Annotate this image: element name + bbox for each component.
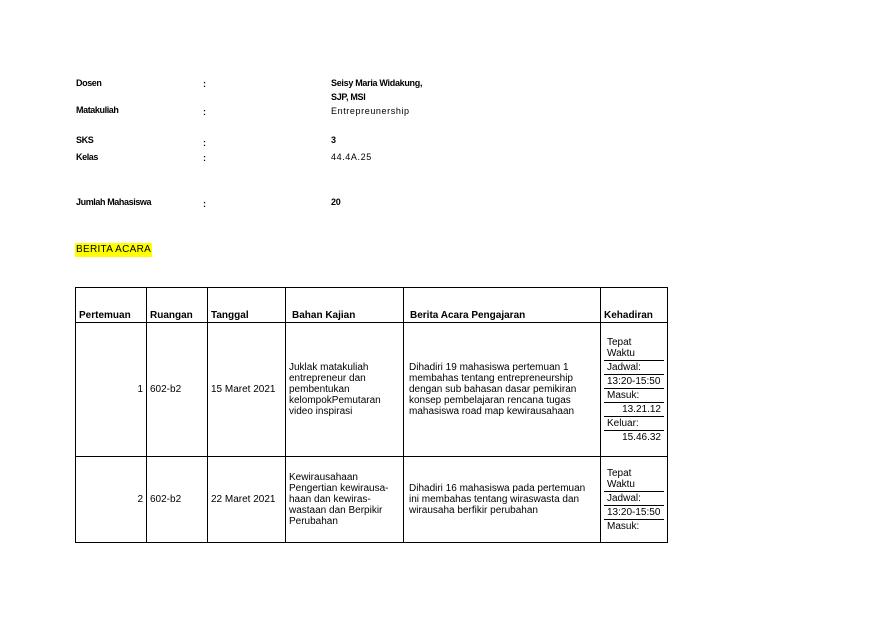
sks-label: SKS	[76, 135, 94, 145]
dosen-label: Dosen	[76, 78, 102, 88]
cell-tanggal: 15 Maret 2021	[208, 323, 286, 457]
header-ruangan: Ruangan	[147, 288, 208, 323]
header-bahan-kajian: Bahan Kajian	[286, 288, 404, 323]
kelas-value: 44.4A.25	[331, 152, 372, 162]
sks-colon: :	[203, 138, 206, 148]
kehadiran-masuk-label: Masuk:	[604, 389, 664, 403]
jumlah-colon: :	[203, 199, 206, 209]
kehadiran-jadwal-label: Jadwal:	[604, 361, 664, 375]
kelas-label: Kelas	[76, 152, 99, 162]
cell-kehadiran	[601, 457, 668, 543]
cell-bahan-kajian: Juklak matakuliah entrepreneur dan pembentukan kelompokPemutaran video inspirasi	[286, 323, 404, 457]
matakuliah-value: Entrepreunership	[331, 106, 410, 116]
table-header-row	[76, 288, 668, 323]
cell-ruangan: 602-b2	[147, 323, 208, 457]
kehadiran-keluar-label: Keluar:	[604, 417, 664, 431]
kehadiran-masuk-value: 13.21.12	[604, 403, 664, 417]
cell-pertemuan: 1	[76, 323, 147, 457]
berita-acara-table	[75, 287, 668, 543]
matakuliah-label: Matakuliah	[76, 105, 119, 115]
table-row	[76, 457, 668, 543]
header-tanggal: Tanggal	[208, 288, 286, 323]
cell-kehadiran	[601, 323, 668, 457]
kehadiran-jadwal-value: 13:20-15:50	[604, 506, 664, 520]
kehadiran-status: Tepat Waktu	[604, 336, 664, 361]
cell-bahan-kajian: Kewirausahaan Pengertian kewirausa-haan dan kewiras-wastaan dan Berpikir Perubahan	[286, 457, 404, 543]
sks-value: 3	[331, 135, 336, 145]
kelas-colon: :	[203, 153, 206, 163]
kehadiran-jadwal-label: Jadwal:	[604, 492, 664, 506]
kehadiran-masuk-label: Masuk:	[607, 520, 640, 532]
dosen-value-line2: SJP, MSI	[331, 92, 366, 102]
table-row	[76, 323, 668, 457]
header-kehadiran: Kehadiran	[601, 288, 668, 323]
berita-acara-heading: BERITA ACARA	[76, 244, 152, 255]
header-berita-acara: Berita Acara Pengajaran	[404, 288, 601, 323]
jumlah-value: 20	[331, 197, 341, 207]
kehadiran-status: Tepat Waktu	[604, 467, 664, 492]
matakuliah-colon: :	[203, 107, 206, 117]
header-pertemuan: Pertemuan	[76, 288, 147, 323]
cell-berita-acara: Dihadiri 19 mahasiswa pertemuan 1 membahas tentang entrepreneurship dengan sub bahasan dasar pemikiran konsep pembelajaran rencana tugas mahasiswa road map kewirausahaan	[404, 323, 601, 457]
cell-ruangan: 602-b2	[147, 457, 208, 543]
cell-tanggal: 22 Maret 2021	[208, 457, 286, 543]
cell-berita-acara: Dihadiri 16 mahasiswa pada pertemuan ini membahas tentang wiraswasta dan wirausaha berfikir perubahan	[404, 457, 601, 543]
cell-pertemuan: 2	[76, 457, 147, 543]
dosen-colon: :	[203, 79, 206, 89]
kehadiran-jadwal-value: 13:20-15:50	[604, 375, 664, 389]
jumlah-label: Jumlah Mahasiswa	[76, 197, 152, 207]
kehadiran-keluar-value: 15.46.32	[622, 431, 661, 443]
dosen-value-line1: Seisy Maria Widakung,	[331, 78, 423, 88]
